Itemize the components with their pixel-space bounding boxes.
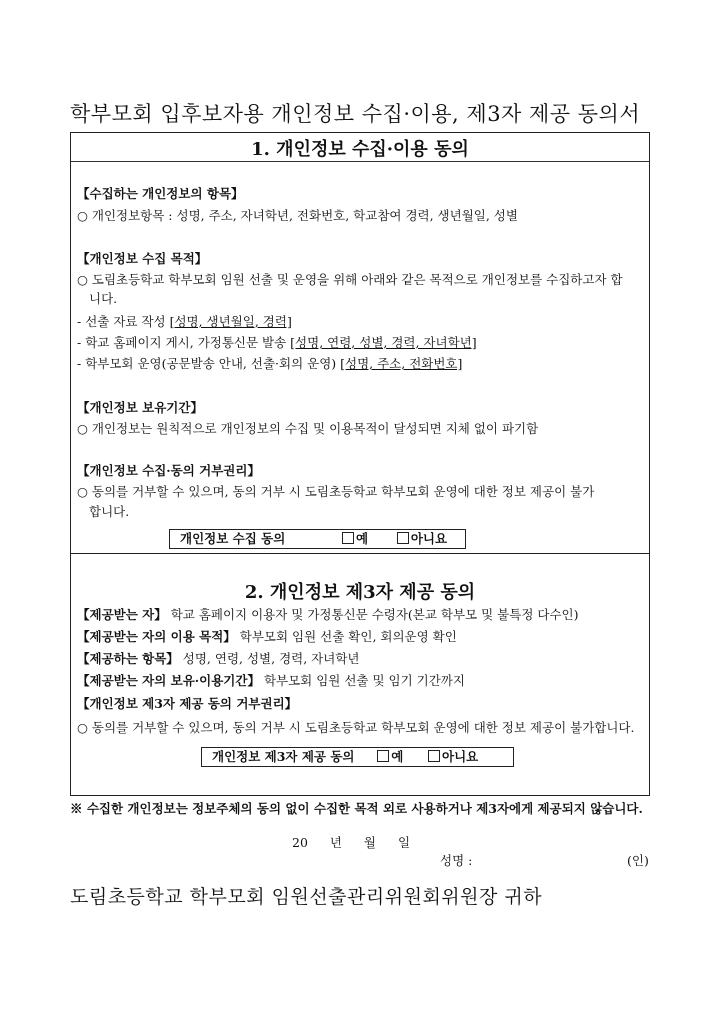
purpose-bullet-1 (77, 313, 292, 331)
retention-period-line (77, 672, 465, 690)
collection-consent-box (169, 529, 466, 549)
section-collection-consent (70, 132, 650, 554)
bullet-1-items: [성명, 생년월일, 경력] (169, 314, 292, 329)
recipient-heading: 【제공받는 자】 (77, 607, 167, 622)
refusal-heading: 【개인정보 수집·동의 거부권리】 (77, 463, 260, 478)
third-party-refusal-heading: 【개인정보 제3자 제공 동의 거부권리】 (77, 696, 298, 711)
third-party-consent-yes[interactable] (377, 749, 403, 764)
retention-period-heading: 【제공받는 자의 보유·이용기간】 (77, 673, 260, 688)
bullet-2-text: - 학교 홈페이지 게시, 가정통신문 발송 (77, 335, 291, 350)
collected-items-heading: 【수집하는 개인정보의 항목】 (77, 186, 244, 201)
refusal-text-line2: 합니다. (89, 504, 130, 519)
footnote: ※ 수집한 개인정보는 정보주체의 동의 없이 수집한 목적 외로 사용하거나 제3자에게 제공되지 않습니다. (70, 801, 643, 816)
section2-title: 2. 개인정보 제3자 제공 동의 (244, 582, 476, 603)
section1-divider (71, 161, 649, 162)
collection-consent-label: 개인정보 수집 동의 (180, 531, 286, 546)
seal-label: (인) (627, 853, 649, 868)
collection-consent-yes[interactable] (342, 531, 368, 546)
use-purpose-heading: 【제공받는 자의 이용 목적】 (77, 629, 236, 644)
checkbox-icon[interactable] (377, 750, 389, 762)
collection-consent-no[interactable] (397, 531, 447, 546)
use-purpose-line (77, 628, 457, 646)
recipient-line (77, 606, 578, 624)
collection-consent-yes-label: 예 (356, 531, 369, 546)
purpose-text-line1: ○ 도림초등학교 학부모회 임원 선출 및 운영을 위해 아래와 같은 목적으로 개인정보를 수집하고자 합 (77, 272, 623, 287)
third-party-consent-box (201, 747, 514, 767)
checkbox-icon[interactable] (397, 532, 409, 544)
checkbox-icon[interactable] (428, 750, 440, 762)
provided-items-text: 성명, 연령, 성별, 경력, 자녀학년 (178, 651, 360, 666)
section-third-party-consent (70, 553, 650, 796)
signer-name-label: 성명 : (440, 853, 473, 868)
recipient-text: 학교 홈페이지 이용자 및 가정통신문 수령자(본교 학부모 및 불특정 다수인) (166, 607, 579, 622)
retention-period-text: 학부모회 임원 선출 및 임기 기간까지 (259, 673, 465, 688)
third-party-consent-yes-label: 예 (391, 749, 404, 764)
provided-items-line (77, 650, 359, 668)
provided-items-heading: 【제공하는 항목】 (77, 651, 179, 666)
purpose-bullet-2 (77, 334, 477, 352)
purpose-bullet-3 (77, 355, 462, 373)
third-party-consent-no-label: 아니요 (442, 749, 479, 764)
bullet-3-items: [성명, 주소, 전화번호] (340, 356, 463, 371)
retention-text: ○ 개인정보는 원칙적으로 개인정보의 수집 및 이용목적이 달성되면 지체 없이 파기함 (77, 421, 539, 436)
use-purpose-text: 학부모회 임원 선출 확인, 회의운영 확인 (235, 629, 457, 644)
purpose-heading: 【개인정보 수집 목적】 (77, 251, 208, 266)
retention-heading: 【개인정보 보유기간】 (77, 400, 203, 415)
third-party-consent-no[interactable] (428, 749, 478, 764)
bullet-1-text: - 선출 자료 작성 (77, 314, 170, 329)
bullet-2-items: [성명, 연령, 성별, 경력, 자녀학년] (290, 335, 477, 350)
collection-consent-no-label: 아니요 (410, 531, 448, 546)
third-party-refusal-text: ○ 동의를 거부할 수 있으며, 동의 거부 시 도림초등학교 학부모회 운영에 대한 정보 제공이 불가합니다. (77, 720, 635, 735)
checkbox-icon[interactable] (342, 532, 354, 544)
section1-title: 1. 개인정보 수집·이용 동의 (251, 139, 469, 160)
collected-items-text: ○ 개인정보항목 : 성명, 주소, 자녀학년, 전화번호, 학교참여 경력, 생년월일, 성별 (77, 208, 518, 223)
refusal-text-line1: ○ 동의를 거부할 수 있으며, 동의 거부 시 도림초등학교 학부모회 운영에 대한 정보 제공이 불가 (77, 484, 595, 499)
bullet-3-text: - 학부모회 운영(공문발송 안내, 선출·회의 운영) (77, 356, 341, 371)
purpose-text-line2: 니다. (89, 291, 118, 306)
document-title: 학부모회 입후보자용 개인정보 수집·이용, 제3자 제공 동의서 (70, 102, 641, 126)
third-party-consent-label: 개인정보 제3자 제공 동의 (212, 749, 355, 764)
addressee: 도림초등학교 학부모회 임원선출관리위원회위원장 귀하 (70, 886, 543, 908)
date-line: 20 년 월 일 (292, 835, 411, 850)
